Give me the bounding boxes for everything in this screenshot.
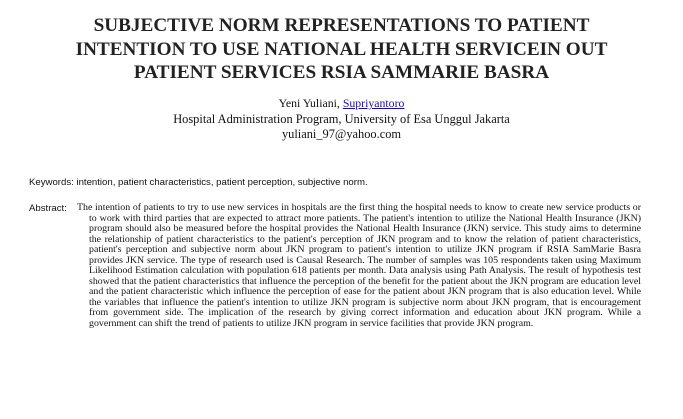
author-yeni-yuliani: Yeni Yuliani, [278,96,340,110]
affiliation: Hospital Administration Program, University of Esa Unggul Jakarta [173,112,510,126]
title-line-3: PATIENT SERVICES RSIA SAMMARIE BASRA [133,62,550,83]
author-supriyantoro-link[interactable]: Supriyantoro [342,96,405,110]
paper-title [40,14,643,85]
author-line [0,96,683,111]
abstract-label: Abstract: [29,203,67,214]
title-line-2: INTENTION TO USE NATIONAL HEALTH SERVICEIN OUT [75,38,608,60]
title-line-1: SUBJECTIVE NORM REPRESENTATIONS TO PATIENT [93,15,590,36]
abstract-text: The intention of patients to try to use new services in hospitals are the first thing the hospital needs to know to create new service products or to work with third parties that are expected to attract more patients. The patient's intention to utilize the National Health Insurance (JKN) program should also be measured before the hospital provides the National Health Insurance (JKN) service. This study aims to determine the relationship of patient characteristics to the patient's perception of JKN program and to know the relation of patient characteristics, patient's perception and subjective norm about JKN program to patient's intention to utilize JKN program if RSIA SamMarie Basra provides JKN service. The type of research used is Causal Research. The number of samples was 105 respondents taken using Maximum Likelihood Estimation calculation with population 618 patients per month. Data analysis using Path Analysis. The result of hypothesis test showed that the patient characteristics that influence the perception of the benefit for the patient about the JKN program are education level and the patient characteristic which influence the perception of ease for the patient about JKN program that is also education level. While the variables that influence the patient's intention to utilize JKN program is subjective norm about JKN program, that is encouragement from government side. The implication of the research by giving correct information and education about JKN program. While a government can shift the trend of patients to utilize JKN program in service facilities that provide JKN program. [77,202,641,330]
keywords: Keywords: intention, patient characteristics, patient perception, subjective norm. [29,177,368,188]
author-email: yuliani_97@yahoo.com [281,127,402,141]
